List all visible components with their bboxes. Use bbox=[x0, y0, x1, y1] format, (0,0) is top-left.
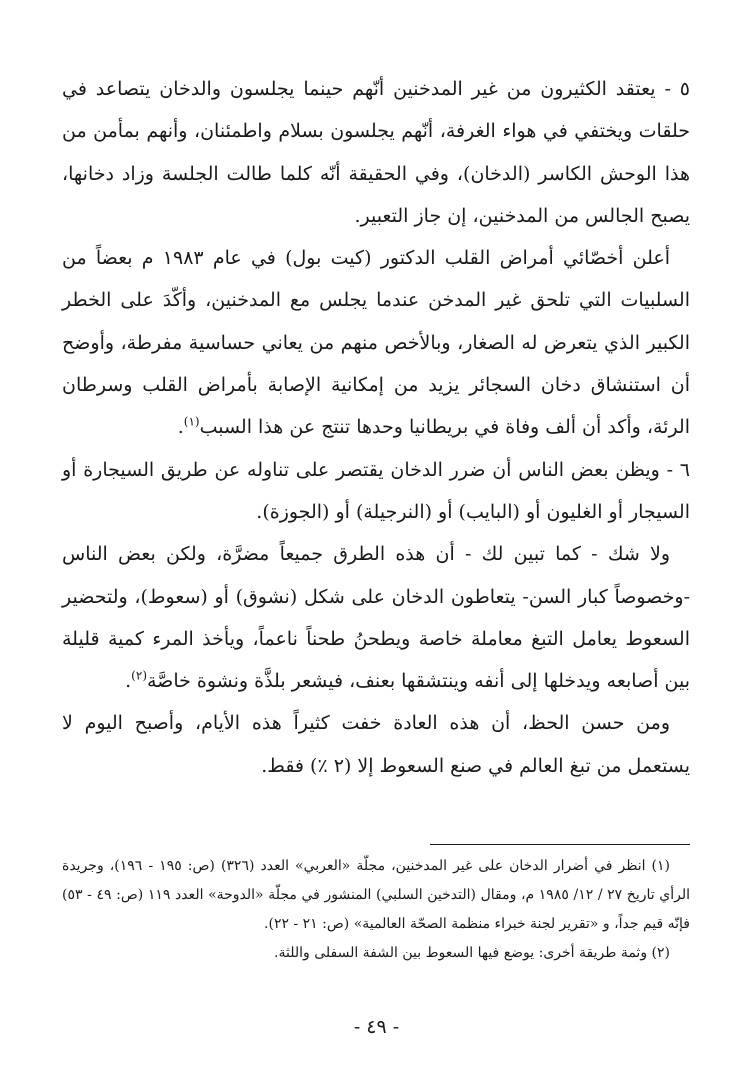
paragraph-snuff-text: ولا شك - كما تبين لك - أن هذه الطرق جميعاً مضرَّة، ولكن بعض الناس -وخصوصاً كبار السن- يتعاطون الدخان على شكل (نشوق) أو (سعوط)، ولتحضير السعوط يعامل التبغ معاملة خاصة ويطحنُ طحناً ناعماً، ويأخذ المرء كمية قليلة بين أصابعه ويدخلها إلى أنفه وينتشقها بعنف، فيشعر بلذَّة ونشوة خاصَّة bbox=[62, 543, 690, 693]
paragraph-6: ٦ - ويظن بعض الناس أن ضرر الدخان يقتصر على تناوله عن طريق السيجارة أو السيجار أو الغليون أو (البايب) أو (النرجيلة) أو (الجوزة). bbox=[62, 458, 690, 523]
main-text bbox=[62, 68, 690, 787]
paragraph-end-mark: . bbox=[177, 416, 184, 439]
paragraph-end-mark: . bbox=[125, 670, 132, 693]
paragraph-heart-specialist-text: أعلن أخصّائي أمراض القلب الدكتور (كيت بول) في عام ١٩٨٣ م بعضاً من السلبيات التي تلحق غير المدخن عندما يجلس مع المدخنين، وأكّدَ على الخطر الكبير الذي يتعرض له الصغار، وبالأخص منهم من يعاني حساسية مفرطة، وأوضح أن استنشاق دخان السجائر يزيد من إمكانية الإصابة بأمراض القلب وسرطان الرئة، وأكد أن ألف وفاة في بريطانيا وحدها تنتج عن هذا السبب bbox=[62, 247, 690, 439]
paragraph-5: ٥ - يعتقد الكثيرون من غير المدخنين أنّهم حينما يجلسون والدخان يتصاعد في حلقات ويختفي في هواء الغرفة، أنّهم يجلسون بسلام واطمئنان، وأنهم بمأمن من هذا الوحش الكاسر (الدخان)، وفي الحقيقة أنّه كلما طالت الجلسة وزاد دخانها، يصبح الجالس من المدخنين، إن جاز التعبير. bbox=[62, 78, 690, 227]
footnote-2: (٢) وثمة طريقة أخرى: يوضع فيها السعوط بين الشفة السفلى واللثة. bbox=[274, 945, 670, 961]
footnotes bbox=[62, 852, 690, 968]
paragraph-heart-specialist bbox=[62, 237, 690, 448]
paragraph-good-luck: ومن حسن الحظ، أن هذه العادة خفت كثيراً هذه الأيام، وأصبح اليوم لا يستعمل من تبغ العالم في صنع السعوط إلا (٢ ٪) فقط. bbox=[62, 712, 690, 777]
footnote-divider bbox=[430, 844, 690, 845]
footnote-ref-2[interactable]: (٢) bbox=[131, 668, 147, 683]
page-number: - ٤٩ - bbox=[353, 1016, 400, 1038]
footnote-1: (١) انظر في أضرار الدخان على غير المدخنين، مجلّة «العربي» العدد (٣٢٦) (ص: ١٩٥ - ١٩٦)، وجريدة الرأي تاريخ ٢٧ / ١٢/ ١٩٨٥ م، ومقال (التدخين السلبي) المنشور في مجلّة «الدوحة» العدد ١١٩ (ص: ٤٩ - ٥٣) فإنّه قيم جداً، و «تقرير لجنة خبراء منظمة الصحّة العالمية» (ص: ٢١ - ٢٢). bbox=[62, 858, 690, 932]
paragraph-snuff bbox=[62, 533, 690, 702]
footnote-ref-1[interactable]: (١) bbox=[183, 415, 200, 430]
